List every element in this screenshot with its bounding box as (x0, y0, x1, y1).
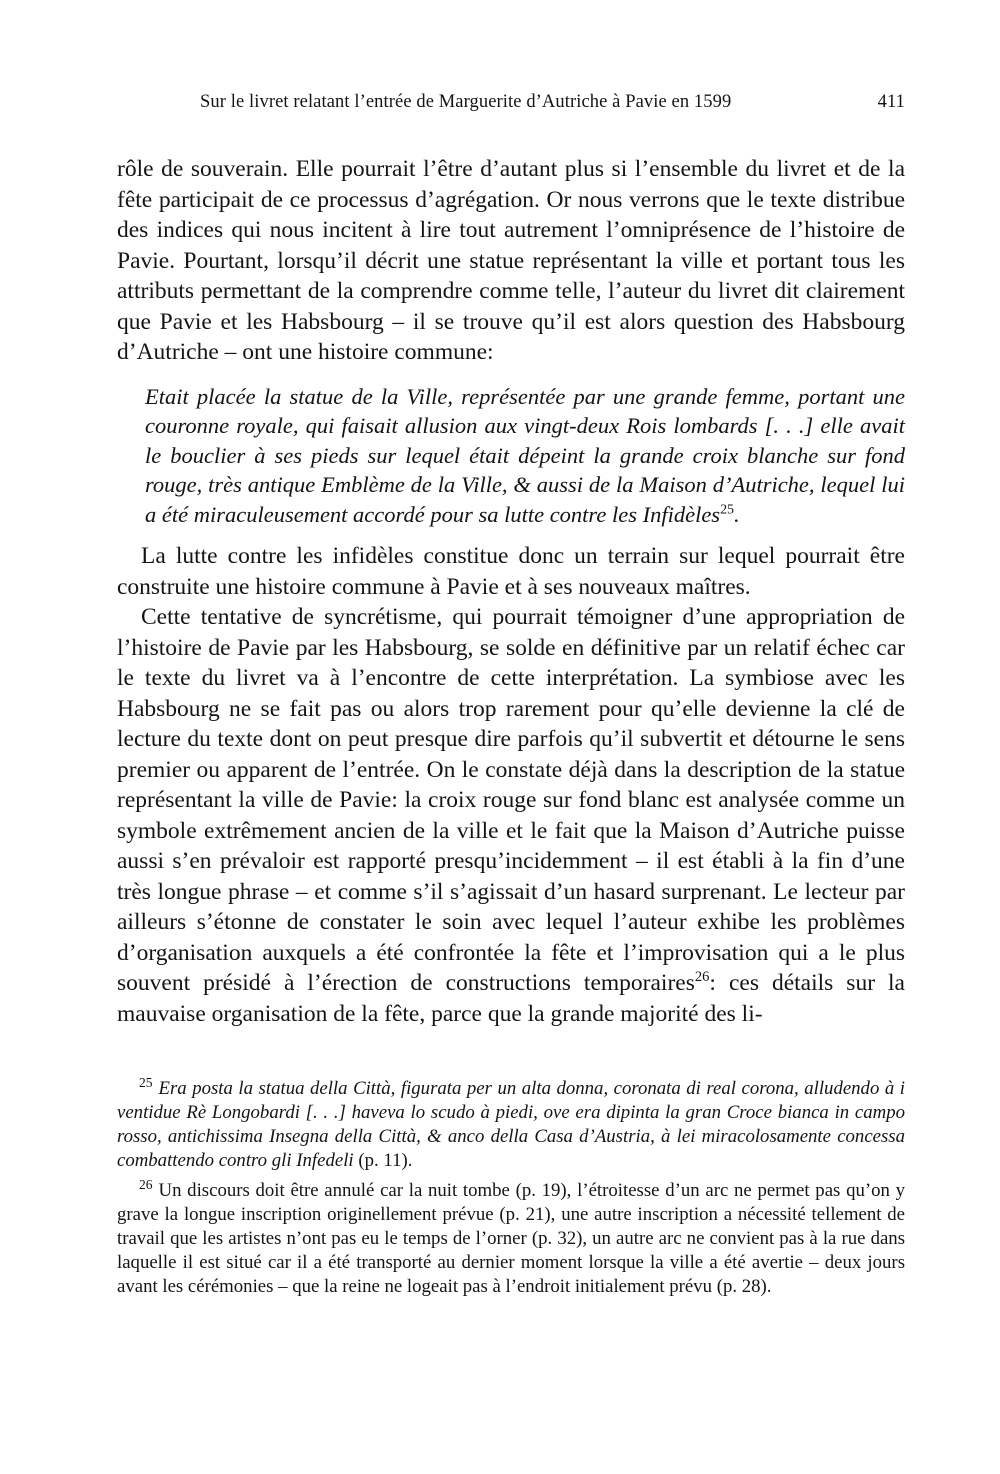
quote-text: Etait placée la statue de la Ville, représentée par une grande femme, portant une couronne royale, qui faisait allusion aux vingt-deux Rois lombards [. . .] elle avait le bouclier à ses pieds sur lequel était dépeint la grande croix blanche sur fond rouge, très antique Emblème de la Ville, & aussi de la Maison d’Autriche, lequel lui a été miraculeusement accordé pour sa lutte contre les Infidèles (145, 383, 905, 527)
paragraph-3-part-a: Cette tentative de syncrétisme, qui pourrait témoigner d’une appropriation de l’histoire de Pavie par les Habsbourg, se solde en définitive par un relatif échec car le texte du livret va à l’encontre de cette interprétation. La symbiose avec les Habsbourg ne se fait pas ou alors trop rarement pour qu’elle devienne la clé de lecture du texte dont on peut presque dire parfois qu’il subvertit et détourne le sens premier ou apparent de l’entrée. On le constate déjà dans la description de la statue représentant la ville de Pavie: la croix rouge sur fond blanc est analysée comme un symbole extrêmement ancien de la ville et le fait que la Maison d’Autriche puisse aussi s’en prévaloir est rapporté presqu’incidemment – il est établi à la fin d’une très longue phrase – et comme s’il s’agissait d’un hasard surprenant. Le lecteur par ailleurs s’étonne de constater le soin avec lequel l’auteur exhibe les problèmes d’organisation auxquels a été confrontée la fête et l’improvisation qui a le plus souvent présidé à l’érection de constructions temporaires (117, 604, 905, 996)
footnote-ref-25[interactable]: 25 (720, 502, 734, 517)
footnote-25-page-ref: (p. 11). (353, 1150, 413, 1171)
footnote-ref-26[interactable]: 26 (694, 969, 710, 986)
footnote-25-text: Era posta la statua della Città, figurata per un alta donna, coronata di real corona, alludendo à i ventidue Rè Longobardi [. . .] haveva lo scudo à piedi, ove era dipinta la gran Croce bianca in campo rosso, antichissima Insegna della Città, & anco della Casa d’Austria, à lei miracolosamente concessa combattendo contro gli Infedeli (117, 1078, 905, 1171)
block-quote (145, 382, 905, 530)
body-text (117, 154, 905, 1029)
running-head (117, 92, 905, 122)
paragraph-3-part-b: : ces détails sur la mauvaise organisation de la fête, parce que la grande majorité des li- (117, 970, 905, 1027)
footnote-25 (117, 1074, 905, 1173)
paragraph-3 (117, 602, 905, 1029)
page-number: 411 (877, 92, 905, 112)
running-title: Sur le livret relatant l’entrée de Marguerite d’Autriche à Pavie en 1599 (200, 92, 732, 112)
footnote-26-number: 26 (139, 1176, 153, 1192)
footnotes (117, 1074, 905, 1299)
footnote-26-text: Un discours doit être annulé car la nuit tombe (p. 19), l’étroitesse d’un arc ne permet pas qu’on y grave la longue inscription originellement prévue (p. 21), une autre inscription a nécessité tellement de travail que les artistes n’ont pas eu le temps de l’orner (p. 32), un autre arc ne convient pas à la rue dans laquelle il est situé car il a été transporté au dernier moment lorsque la ville a été avertie – deux jours avant les cérémonies – que la reine ne logeait pas à l’endroit initialement prévu (p. 28). (117, 1180, 905, 1297)
footnote-25-number: 25 (139, 1074, 153, 1090)
paragraph-2: La lutte contre les infidèles constitue donc un terrain sur lequel pourrait être construite une histoire commune à Pavie et à ses nouveaux maîtres. (117, 543, 905, 600)
book-page (117, 92, 905, 1305)
paragraph-1: rôle de souverain. Elle pourrait l’être d’autant plus si l’ensemble du livret et de la fête participait de ce processus d’agrégation. Or nous verrons que le texte distribue des indices qui nous incitent à lire tout autrement l’omniprésence de l’histoire de Pavie. Pourtant, lorsqu’il décrit une statue représentant la ville et portant tous les attributs permettant de la comprendre comme telle, l’auteur du livret dit clairement que Pavie et les Habsbourg – il se trouve qu’il est alors question des Habsbourg d’Autriche – ont une histoire commune: (117, 156, 905, 365)
quote-end: . (734, 501, 740, 527)
footnote-26 (117, 1176, 905, 1299)
